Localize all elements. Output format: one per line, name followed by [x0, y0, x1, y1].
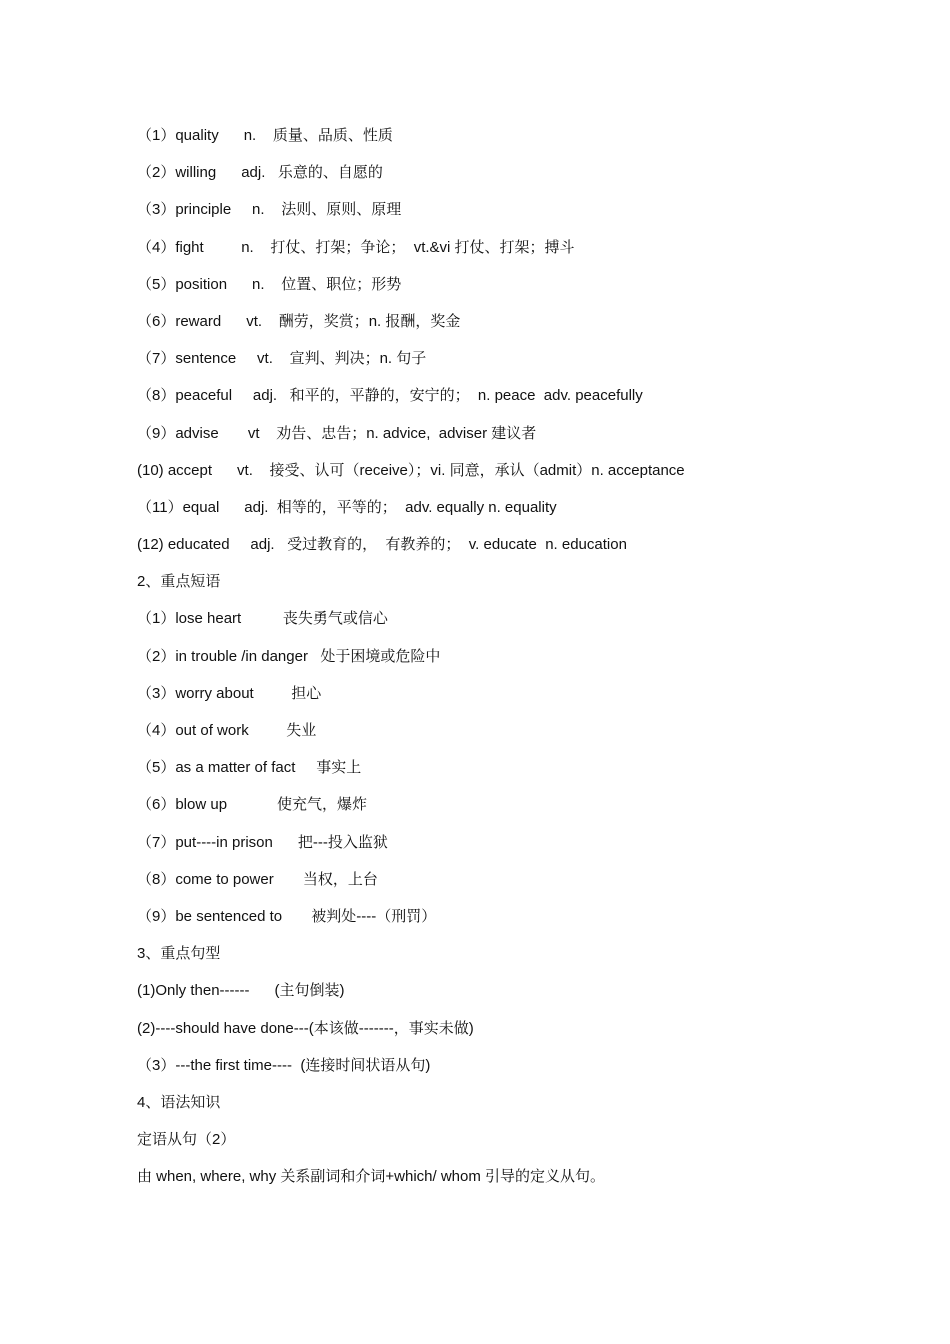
- section-heading-phrases: 2、重点短语: [137, 573, 221, 591]
- vocab-item-quality: （1）quality n. 质量、品质、性质: [137, 127, 393, 144]
- phrase-item-out-of-work: （4）out of work 失业: [137, 722, 317, 739]
- pattern-item-only-then: (1)Only then------ (主句倒装): [137, 982, 345, 1000]
- vocab-item-accept: (10) accept vt. 接受、认可（receive）；vi. 同意，承认（admit）n. acceptance: [137, 461, 685, 479]
- vocab-item-principle: （3）principle n. 法则、原则、原理: [137, 201, 402, 219]
- vocab-item-reward: （6）reward vt. 酬劳，奖赏；n. 报酬，奖金: [137, 312, 461, 330]
- vocab-item-willing: （2）willing adj. 乐意的、自愿的: [137, 164, 383, 182]
- section-heading-sentence-patterns: 3、重点句型: [137, 945, 221, 963]
- phrase-item-worry-about: （3）worry about 担心: [137, 684, 322, 702]
- phrase-item-be-sentenced-to: （9）be sentenced to 被判处----（刑罚）: [137, 907, 437, 925]
- pattern-item-should-have-done: (2)----should have done---(本该做-------，事实未做): [137, 1019, 474, 1037]
- phrase-item-come-to-power: （8）come to power 当权，上台: [137, 870, 378, 888]
- vocab-item-sentence: （7）sentence vt. 宣判、判决；n. 句子: [137, 350, 427, 368]
- phrase-item-in-trouble: （2）in trouble /in danger 处于困境或危险中: [137, 647, 441, 665]
- document-body: [137, 124, 837, 1202]
- pattern-item-first-time: （3）---the first time---- (连接时间状语从句): [137, 1056, 431, 1074]
- grammar-description: 由 when, where, why 关系副词和介词+which/ whom 引导的定义从句。: [137, 1168, 606, 1186]
- vocab-item-educated: (12) educated adj. 受过教育的， 有教养的； v. educate n. education: [137, 536, 627, 554]
- vocab-item-position: （5）position n. 位置、职位；形势: [137, 275, 402, 293]
- vocab-item-peaceful: （8）peaceful adj. 和平的，平静的，安宁的； n. peace adv. peacefully: [137, 387, 643, 405]
- vocab-item-equal: （11）equal adj. 相等的，平等的； adv. equally n. equality: [137, 498, 557, 516]
- section-heading-grammar: 4、语法知识: [137, 1093, 221, 1111]
- phrase-item-matter-of-fact: （5）as a matter of fact 事实上: [137, 759, 362, 777]
- grammar-subheading: 定语从句（2）: [137, 1131, 236, 1149]
- phrase-item-put-in-prison: （7）put----in prison 把---投入监狱: [137, 833, 388, 851]
- phrase-item-blow-up: （6）blow up 使充气，爆炸: [137, 796, 368, 814]
- phrase-item-lose-heart: （1）lose heart 丧失勇气或信心: [137, 610, 388, 628]
- vocab-item-advise: （9）advise vt 劝告、忠告；n. advice, adviser 建议者: [137, 424, 537, 442]
- vocab-item-fight: （4）fight n. 打仗、打架；争论； vt.&vi 打仗、打架；搏斗: [137, 238, 575, 256]
